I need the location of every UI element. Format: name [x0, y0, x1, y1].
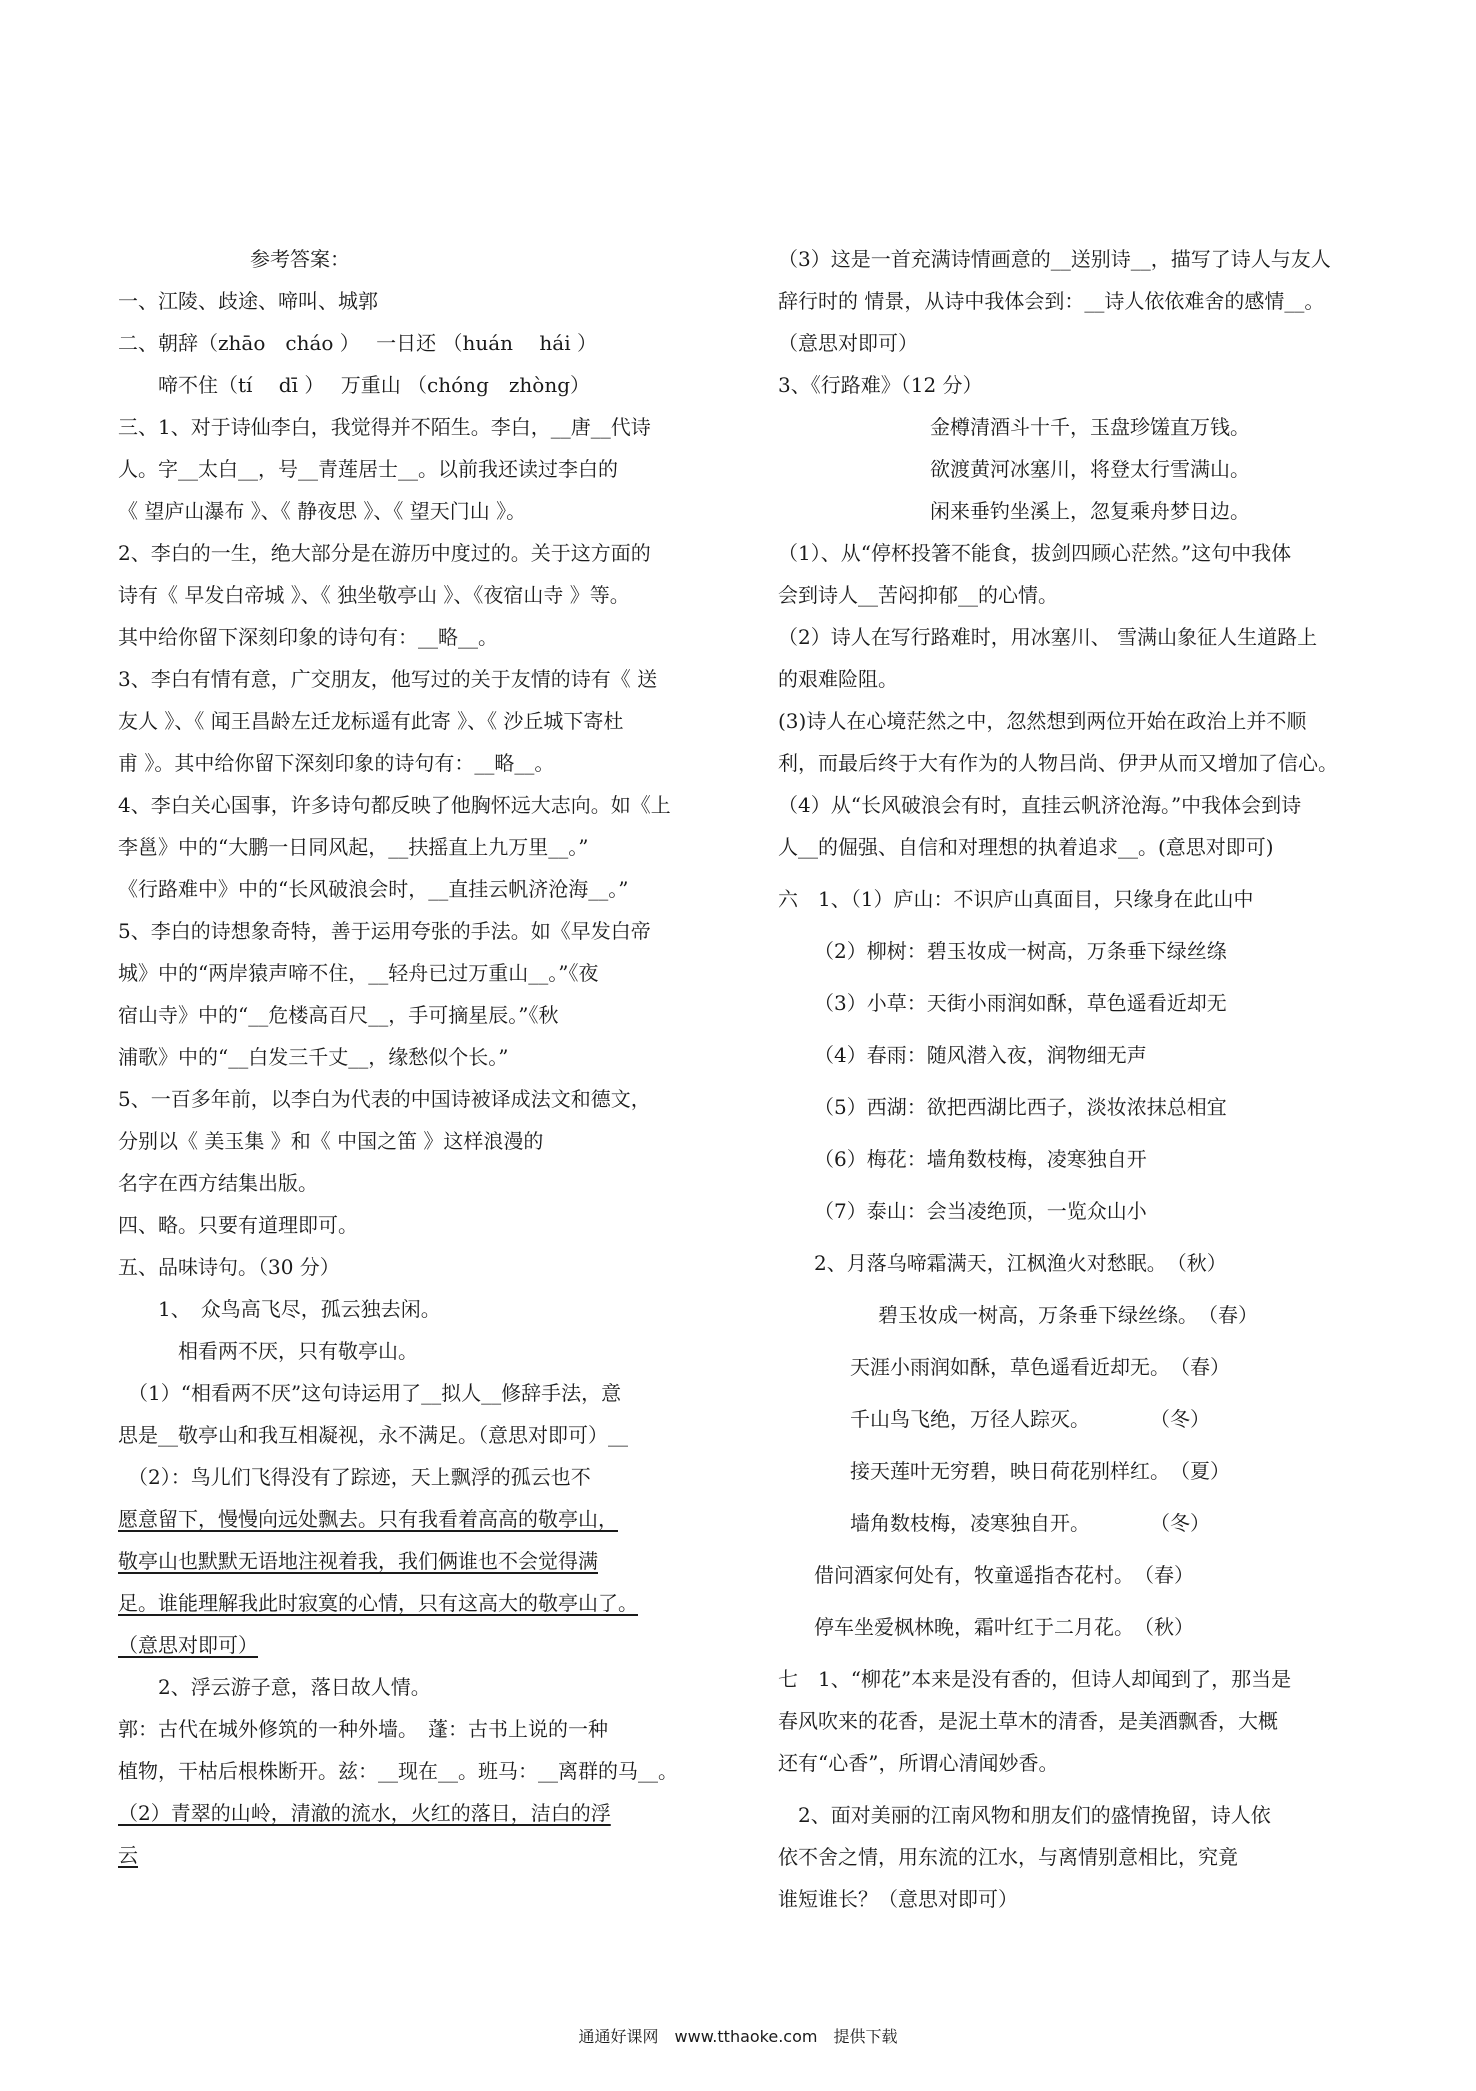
- answer-line: 3、李白有情有意，广交朋友，他写过的关于友情的诗有《 送: [118, 667, 658, 691]
- answer-line: （1）“相看两不厌”这句诗运用了__拟人__修辞手法，意: [118, 1381, 622, 1405]
- answer-line: 《 望庐山瀑布 》、《 静夜思 》、《 望天门山 》。: [118, 499, 527, 523]
- answer-line: 会到诗人__苦闷抑郁__的心情。: [778, 583, 1058, 607]
- season-line: 碧玉妆成一树高，万条垂下绿丝绦。 （春）: [878, 1303, 1258, 1327]
- answer-line: 5、一百多年前，以李白为代表的中国诗被译成法文和德文，: [118, 1087, 651, 1111]
- answer-line: 宿山寺》中的“__危楼高百尺__，手可摘星辰。”《秋: [118, 1003, 559, 1027]
- season-line: 接天莲叶无穷碧，映日荷花别样红。 （夏）: [850, 1459, 1230, 1483]
- answer-line: 云: [118, 1843, 138, 1867]
- answer-line: 五、品味诗句。（30 分）: [118, 1255, 340, 1279]
- answer-line: 人。字__太白__，号__青莲居士__。以前我还读过李白的: [118, 457, 618, 481]
- answer-line: 愿意留下，慢慢向远处飘去。只有我看着高高的敬亭山，: [118, 1507, 618, 1531]
- answer-line: （意思对即可）: [118, 1633, 258, 1657]
- answer-line: （5）西湖：欲把西湖比西子，淡妆浓抹总相宜: [814, 1095, 1227, 1119]
- answer-line: （3）小草：天街小雨润如酥，草色遥看近却无: [814, 991, 1227, 1015]
- answer-line: 谁短谁长？（意思对即可）: [778, 1887, 1018, 1911]
- answer-line: 分别以《 美玉集 》和《 中国之笛 》这样浪漫的: [118, 1129, 544, 1153]
- answer-line: (3)诗人在心境茫然之中，忽然想到两位开始在政治上并不顺: [778, 709, 1307, 733]
- answer-line: （1）、从“停杯投箸不能食，拔剑四顾心茫然。”这句中我体: [778, 541, 1292, 565]
- answer-line: 依不舍之情，用东流的江水，与离情别意相比，究竟: [778, 1845, 1238, 1869]
- season-line: 借问酒家何处有，牧童遥指杏花村。 （春）: [814, 1563, 1194, 1587]
- page-footer: 通通好课网 www.tthaoke.com 提供下载: [578, 2027, 898, 2046]
- answer-line: 三、1、对于诗仙李白，我觉得并不陌生。李白，__唐__代诗: [118, 415, 651, 439]
- answer-line: 1、 众鸟高飞尽，孤云独去闲。: [118, 1297, 441, 1321]
- answer-line: （4）春雨：随风潜入夜，润物细无声: [814, 1043, 1147, 1067]
- answer-heading: 参考答案：: [190, 247, 350, 271]
- poem-line: 闲来垂钓坐溪上，忽复乘舟梦日边。: [850, 499, 1250, 523]
- answer-line: （2）柳树：碧玉妆成一树高，万条垂下绿丝绦: [814, 939, 1227, 963]
- answer-line: （7）泰山：会当凌绝顶，一览众山小: [814, 1199, 1147, 1223]
- poem-line: 金樽清酒斗十千，玉盘珍馐直万钱。: [850, 415, 1250, 439]
- answer-line: （2）青翠的山岭，清澈的流水，火红的落日，洁白的浮: [118, 1801, 611, 1825]
- answer-line: 其中给你留下深刻印象的诗句有：__略__。: [118, 625, 498, 649]
- season-line: 墙角数枝梅，凌寒独自开。 （冬）: [850, 1511, 1210, 1535]
- answer-line: 敬亭山也默默无语地注视着我，我们俩谁也不会觉得满: [118, 1549, 598, 1573]
- season-line: 停车坐爱枫林晚，霜叶红于二月花。 （秋）: [814, 1615, 1194, 1639]
- answer-line: 人__的倔强、自信和对理想的执着追求__。(意思对即可): [778, 835, 1274, 859]
- answer-line: 2、李白的一生，绝大部分是在游历中度过的。关于这方面的: [118, 541, 651, 565]
- answer-line: 足。谁能理解我此时寂寞的心情，只有这高大的敬亭山了。: [118, 1591, 638, 1615]
- answer-line: 四、略。只要有道理即可。: [118, 1213, 358, 1237]
- answer-line: （6）梅花：墙角数枝梅，凌寒独自开: [814, 1147, 1147, 1171]
- answer-line: 友人 》、《 闻王昌龄左迁龙标遥有此寄 》、《 沙丘城下寄杜: [118, 709, 624, 733]
- answer-line: 利，而最后终于大有作为的人物吕尚、伊尹从而又增加了信心。: [778, 751, 1338, 775]
- answer-line: 《行路难中》中的“长风破浪会时，__直挂云帆济沧海__。”: [118, 877, 629, 901]
- answer-line: （2）诗人在写行路难时，用冰塞川、 雪满山象征人生道路上: [778, 625, 1318, 649]
- answer-line: （2）：鸟儿们飞得没有了踪迹，天上飘浮的孤云也不: [118, 1465, 591, 1489]
- answer-line: 相看两不厌，只有敬亭山。: [118, 1339, 418, 1363]
- answer-line: 二、朝辞（zhāo cháo ） 一日还 （huán hái ）: [118, 331, 597, 355]
- answer-line: 春风吹来的花香，是泥土草木的清香，是美酒飘香，大概: [778, 1709, 1278, 1733]
- answer-line: 啼不住（tí dī ） 万重山 （chóng zhòng）: [118, 373, 591, 397]
- answer-line: 植物，干枯后根株断开。兹：__现在__。班马：__离群的马__。: [118, 1759, 678, 1783]
- answer-line: 诗有《 早发白帝城 》、《 独坐敬亭山 》、《夜宿山寺 》等。: [118, 583, 630, 607]
- season-line: 2、月落乌啼霜满天，江枫渔火对愁眠。 （秋）: [814, 1251, 1227, 1275]
- answer-line: 辞行时的 情景，从诗中我体会到：__诗人依依难舍的感情__。: [778, 289, 1325, 313]
- answer-line: 的艰难险阻。: [778, 667, 898, 691]
- season-line: 天涯小雨润如酥，草色遥看近却无。 （春）: [850, 1355, 1230, 1379]
- answer-line: 李邕》中的“大鹏一日同风起，__扶摇直上九万里__。”: [118, 835, 589, 859]
- answer-line: 4、李白关心国事，许多诗句都反映了他胸怀远大志向。如《上: [118, 793, 671, 817]
- answer-line: 甫 》。其中给你留下深刻印象的诗句有：__略__。: [118, 751, 555, 775]
- poem-line: 欲渡黄河冰塞川，将登太行雪满山。: [850, 457, 1250, 481]
- answer-line: 城》中的“两岸猿声啼不住，__轻舟已过万重山__。”《夜: [118, 961, 599, 985]
- answer-line: 5、李白的诗想象奇特，善于运用夸张的手法。如《早发白帝: [118, 919, 651, 943]
- answer-line: 浦歌》中的“__白发三千丈__，缘愁似个长。”: [118, 1045, 509, 1069]
- answer-line: 3、《行路难》（12 分）: [778, 373, 983, 397]
- season-line: 千山鸟飞绝，万径人踪灭。 （冬）: [850, 1407, 1210, 1431]
- answer-line: 六 1、（1）庐山：不识庐山真面目，只缘身在此山中: [778, 887, 1254, 911]
- answer-line: 还有“心香”，所谓心清闻妙香。: [778, 1751, 1059, 1775]
- answer-line: （意思对即可）: [778, 331, 918, 355]
- answer-line: 名字在西方结集出版。: [118, 1171, 318, 1195]
- answer-line: 思是__敬亭山和我互相凝视，永不满足。（意思对即可）__: [118, 1423, 628, 1447]
- answer-line: 2、浮云游子意，落日故人情。: [118, 1675, 431, 1699]
- answer-line: （3）这是一首充满诗情画意的__送别诗__，描写了诗人与友人: [778, 247, 1331, 271]
- answer-line: 郭：古代在城外修筑的一种外墙。 蓬：古书上说的一种: [118, 1717, 608, 1741]
- answer-line: 七 1、“柳花”本来是没有香的，但诗人却闻到了，那当是: [778, 1667, 1292, 1691]
- answer-line: 2、面对美丽的江南风物和朋友们的盛情挽留，诗人依: [778, 1803, 1271, 1827]
- answer-line: （4）从“长风破浪会有时，直挂云帆济沧海。”中我体会到诗: [778, 793, 1302, 817]
- answer-line: 一、江陵、歧途、啼叫、城郭: [118, 289, 378, 313]
